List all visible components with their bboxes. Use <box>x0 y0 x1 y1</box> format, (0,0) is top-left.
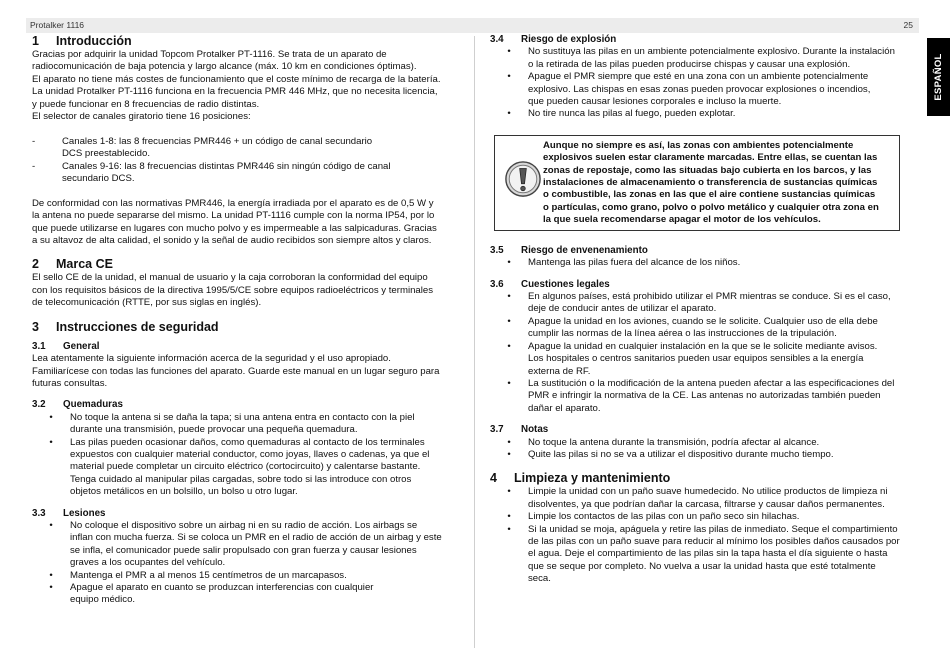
text-line: que puede utilizarse en lugares con mucho polvo y es impermeable a las salpicaduras. Gracias <box>32 222 437 234</box>
text-line: La unidad Protalker PT-1116 funciona en la frecuencia PMR 446 MHz, que no necesita licencia, <box>32 86 438 98</box>
bullet-list <box>490 291 918 415</box>
subsection-riesgo-explosion <box>490 34 918 121</box>
text-line: Apague el aparato en cuanto se produzcan interferencias con cualquier <box>70 582 374 593</box>
text-line: Las pilas pueden ocasionar daños, como quemaduras al contacto de los terminales <box>70 436 425 448</box>
list-marker: • <box>49 569 53 581</box>
list-item <box>490 378 918 415</box>
text-line: El selector de canales giratorio tiene 16 posiciones: <box>32 111 251 123</box>
list-marker: • <box>507 46 511 58</box>
list-marker: • <box>507 340 511 352</box>
text-line: Lea atentamente la siguiente información acerca de la seguridad y el uso apropiado. <box>32 353 391 365</box>
list-item <box>490 108 918 120</box>
text-line: se infla, el comunicador puede salir propulsado con gran fuerza y causar lesiones <box>70 544 417 556</box>
list-item <box>32 520 462 570</box>
subsection-quemaduras <box>32 399 462 498</box>
text-line: seca. <box>528 573 551 585</box>
subsection-heading: 3.7 Notas <box>490 424 549 436</box>
subsection-general <box>32 341 462 391</box>
language-tab <box>927 38 950 116</box>
list-item <box>490 341 918 378</box>
text-line: Apague el PMR siempre que esté en una zona con un ambiente potencialmente <box>528 71 869 83</box>
text-line: El sello CE de la unidad, el manual de usuario y la caja corroboran la conformidad del equipo <box>32 272 428 284</box>
list-item <box>32 582 462 607</box>
text-line: PMR e infringir la normativa de la CE. Las antenas no autorizadas también pueden <box>528 390 881 402</box>
section-marca-ce <box>32 257 462 309</box>
text-line: No coloque el dispositivo sobre un airbag ni en su radio de acción. Los airbags se <box>70 519 418 531</box>
section-body <box>32 272 462 309</box>
list-marker: - <box>32 135 36 147</box>
text-line: Apague la unidad en cualquier instalación en la que se le solicite mediante avisos. <box>528 340 878 352</box>
subsection-heading: 3.1 General <box>32 340 100 352</box>
subsection-heading: 3.2 Quemaduras <box>32 399 123 411</box>
list-item <box>490 437 918 449</box>
text-line: Aunque no siempre es así, las zonas con ambientes potencialmente <box>543 139 854 151</box>
text-line: expuestos con cualquier material conductor, como joyas, llaves o cadenas, ya que el <box>70 448 430 460</box>
text-line: Familiarícese con todas las funciones del aparato. Guarde este manual en un lugar seguro para <box>32 365 440 377</box>
text-line: o la retirada de las pilas pueden producirse chispas y causar una explosión. <box>528 58 851 70</box>
section-body <box>32 353 462 390</box>
text-line: Gracias por adquirir la unidad Topcom Protalker PT-1116. Se trata de un aparato de <box>32 49 387 60</box>
right-column <box>490 34 918 586</box>
text-line: radiocomunicación de baja potencia y largo alcance (máx. 10 km en condiciones óptimas). <box>32 61 417 73</box>
text-line: con los requisitos básicos de la directiva 1995/5/CE sobre equipos radioeléctricos y terminales <box>32 284 434 296</box>
text-line: de las pilas con un paño suave para reducir al mínimo los posibles daños causados por <box>528 535 900 547</box>
list-item <box>490 46 918 71</box>
list-item <box>32 412 462 437</box>
text-line: futuras consultas. <box>32 377 108 389</box>
list-item <box>32 437 462 499</box>
warning-box <box>494 135 900 231</box>
bullet-list <box>490 437 918 462</box>
list-marker: • <box>49 519 53 531</box>
text-line: durante una transmisión, puede provocar una pequeña quemadura. <box>70 424 358 436</box>
text-line: objetos metálicos en un bolsillo, un bolso u otro lugar. <box>70 486 298 498</box>
list-marker: • <box>507 71 511 83</box>
text-line: Limpie los contactos de las pilas con un paño seco sin hilachas. <box>528 511 800 523</box>
text-line: que pueden causar lesiones corporales e incluso la muerte. <box>528 96 782 108</box>
list-marker: - <box>32 160 36 172</box>
section-body <box>32 49 462 123</box>
text-line: explosivo. Las chispas en esas zonas pueden provocar explosiones o incendios, <box>528 83 871 95</box>
text-line: o partículas, como grano, polvo o polvo metálico y cualquier otra zona en <box>543 201 879 213</box>
bullet-list <box>490 257 918 269</box>
list-item <box>490 291 918 316</box>
subsection-heading: 3.5 Riesgo de envenenamiento <box>490 244 648 256</box>
section-limpieza-mantenimiento <box>490 471 918 585</box>
list-marker: • <box>49 411 53 423</box>
list-item <box>32 570 462 582</box>
text-line: Los hospitales o centros sanitarios pueden usar equipos sensibles a la energía <box>528 353 864 365</box>
list-marker: • <box>507 448 511 460</box>
list-marker: • <box>507 377 511 389</box>
text-line: el agua. Deje el compartimiento de las pilas sin la tapa hasta el día siguiente o hasta <box>528 548 888 560</box>
text-line: graves a los ocupantes del vehículo. <box>70 557 226 569</box>
text-line: material puede completar un circuito eléctrico (cortocircuito) y calentarse bastante. <box>70 461 421 473</box>
text-line: No toque la antena durante la transmisión, podría afectar al alcance. <box>528 436 820 448</box>
text-line: instalaciones de almacenamiento o transferencia de sustancias químicas <box>543 177 878 189</box>
text-line: En algunos países, está prohibido utilizar el PMR mientras se conduce. Si es el caso, <box>528 291 891 303</box>
text-line: No toque la antena si se daña la tapa; si una antena entra en contacto con la piel <box>70 411 415 423</box>
text-line: a su altavoz de alta calidad, el sonido y la señal de audio recibidos son siempre altos y claros. <box>32 235 432 247</box>
text-line: El aparato no tiene más costes de funcionamiento que el coste mínimo de recarga de la batería. <box>32 73 441 85</box>
section-heading: 1 Introducción <box>32 34 132 48</box>
text-line: La sustitución o la modificación de la antena pueden afectar a las especificaciones del <box>528 377 895 389</box>
left-column <box>32 34 462 607</box>
column-divider <box>474 36 475 648</box>
subsection-riesgo-envenenamiento <box>490 245 918 270</box>
text-line: y puede funcionar en 8 frecuencias de radio distintas. <box>32 98 260 110</box>
list-marker: • <box>507 315 511 327</box>
text-line: que se seque por completo. No vuelva a usar la unidad hasta que esté totalmente <box>528 560 876 572</box>
text-line: zonas de repostaje, como las situadas bajo cubierta en los barcos, y las <box>543 164 872 176</box>
list-marker: • <box>507 257 511 269</box>
text-line: la antena no puede separarse del mismo. La unidad PT-1116 cumple con la norma IP54, por lo <box>32 210 435 222</box>
text-line: secundario DCS. <box>62 173 135 185</box>
bullet-list <box>490 46 918 120</box>
list-item <box>490 71 918 108</box>
section-introduccion <box>32 34 462 247</box>
section-heading: 4 Limpieza y mantenimiento <box>490 471 671 486</box>
page-number: 25 <box>903 20 913 30</box>
text-line: de telecomunicación (RTTE, por sus siglas en inglés). <box>32 297 262 309</box>
text-line: DCS preestablecido. <box>62 148 150 160</box>
text-line: explosivos suelen estar claramente marcadas. Entre ellas, se cuentan las <box>543 152 878 164</box>
text-line: Apague la unidad en los aviones, cuando se le solicite. Cualquier uso de ella debe <box>528 315 878 327</box>
text-line: disolventes, ya que podrían dañar la carcasa, filtrarse y causar daños permanentes. <box>528 498 885 510</box>
text-line: la que suela recomendarse apagar el motor de los vehículos. <box>543 214 821 226</box>
section-heading: 2 Marca CE <box>32 257 113 272</box>
list-marker: • <box>507 511 511 523</box>
list-marker: • <box>507 436 511 448</box>
text-line: equipo médico. <box>70 594 136 606</box>
text-line: Mantenga las pilas fuera del alcance de los niños. <box>528 257 741 269</box>
language-tab-label: ESPAÑOL <box>932 53 944 101</box>
subsection-heading: 3.4 Riesgo de explosión <box>490 34 617 45</box>
text-line: Quite las pilas si no se va a utilizar el dispositivo durante mucho tiempo. <box>528 448 834 460</box>
list-item <box>490 486 918 511</box>
text-line: Canales 9-16: las 8 frecuencias distintas PMR446 sin ningún código de canal <box>62 160 391 172</box>
page-header-bar <box>26 18 919 33</box>
subsection-lesiones <box>32 508 462 607</box>
list-marker: • <box>507 523 511 535</box>
section-heading: 3 Instrucciones de seguridad <box>32 319 219 334</box>
text-line: Si la unidad se moja, apáguela y retire las pilas de inmediato. Seque el compartimiento <box>528 523 898 535</box>
list-item <box>490 449 918 461</box>
text-line: dañar el aparato. <box>528 402 601 414</box>
list-item <box>490 524 918 586</box>
bullet-list <box>32 520 462 607</box>
list-item <box>32 161 462 186</box>
text-line: Limpie la unidad con un paño suave humedecido. No utilice productos de limpieza ni <box>528 486 888 498</box>
subsection-notas <box>490 424 918 461</box>
text-line: o combustible, las zonas en las que el aire contiene sustancias químicas <box>543 189 876 201</box>
bullet-list <box>32 412 462 499</box>
exclamation-warning-icon <box>504 160 542 198</box>
list-marker: • <box>507 486 511 498</box>
subsection-cuestiones-legales <box>490 279 918 415</box>
text-line: Canales 1-8: las 8 frecuencias PMR446 + un código de canal secundario <box>62 135 373 147</box>
warning-text <box>543 140 879 227</box>
bullet-list <box>490 486 918 585</box>
text-line: externa de RF. <box>528 365 591 377</box>
text-line: No sustituya las pilas en un ambiente potencialmente explosivo. Durante la instalación <box>528 46 895 58</box>
text-line: Tenga cuidado al manipular pilas cargadas, sobre todo si las introduce con otros <box>70 473 412 485</box>
text-line: cumplir las normas de la línea aérea o las instrucciones de la tripulación. <box>528 328 837 340</box>
list-marker: • <box>49 436 53 448</box>
text-line: No tire nunca las pilas al fuego, pueden explotar. <box>528 108 736 120</box>
list-item <box>32 136 462 161</box>
list-marker: • <box>507 108 511 120</box>
header-product-name: Protalker 1116 <box>30 20 85 30</box>
channel-list <box>32 136 462 186</box>
section-body <box>32 198 462 248</box>
list-item <box>490 257 918 269</box>
list-marker: • <box>507 291 511 303</box>
text-line: De conformidad con las normativas PMR446, la energía irradiada por el aparato es de 0,5 W y <box>32 197 434 209</box>
list-item <box>490 316 918 341</box>
list-item <box>490 511 918 523</box>
text-line: deje de conducir antes de utilizar el aparato. <box>528 303 717 315</box>
list-marker: • <box>49 582 53 593</box>
text-line: Mantenga el PMR a al menos 15 centímetros de un marcapasos. <box>70 569 347 581</box>
section-instrucciones-seguridad <box>32 320 462 335</box>
subsection-heading: 3.6 Cuestiones legales <box>490 278 610 290</box>
text-line: inflan con mucha fuerza. Si se coloca un PMR en el radio de acción de un airbag y este <box>70 532 442 544</box>
subsection-heading: 3.3 Lesiones <box>32 507 106 519</box>
